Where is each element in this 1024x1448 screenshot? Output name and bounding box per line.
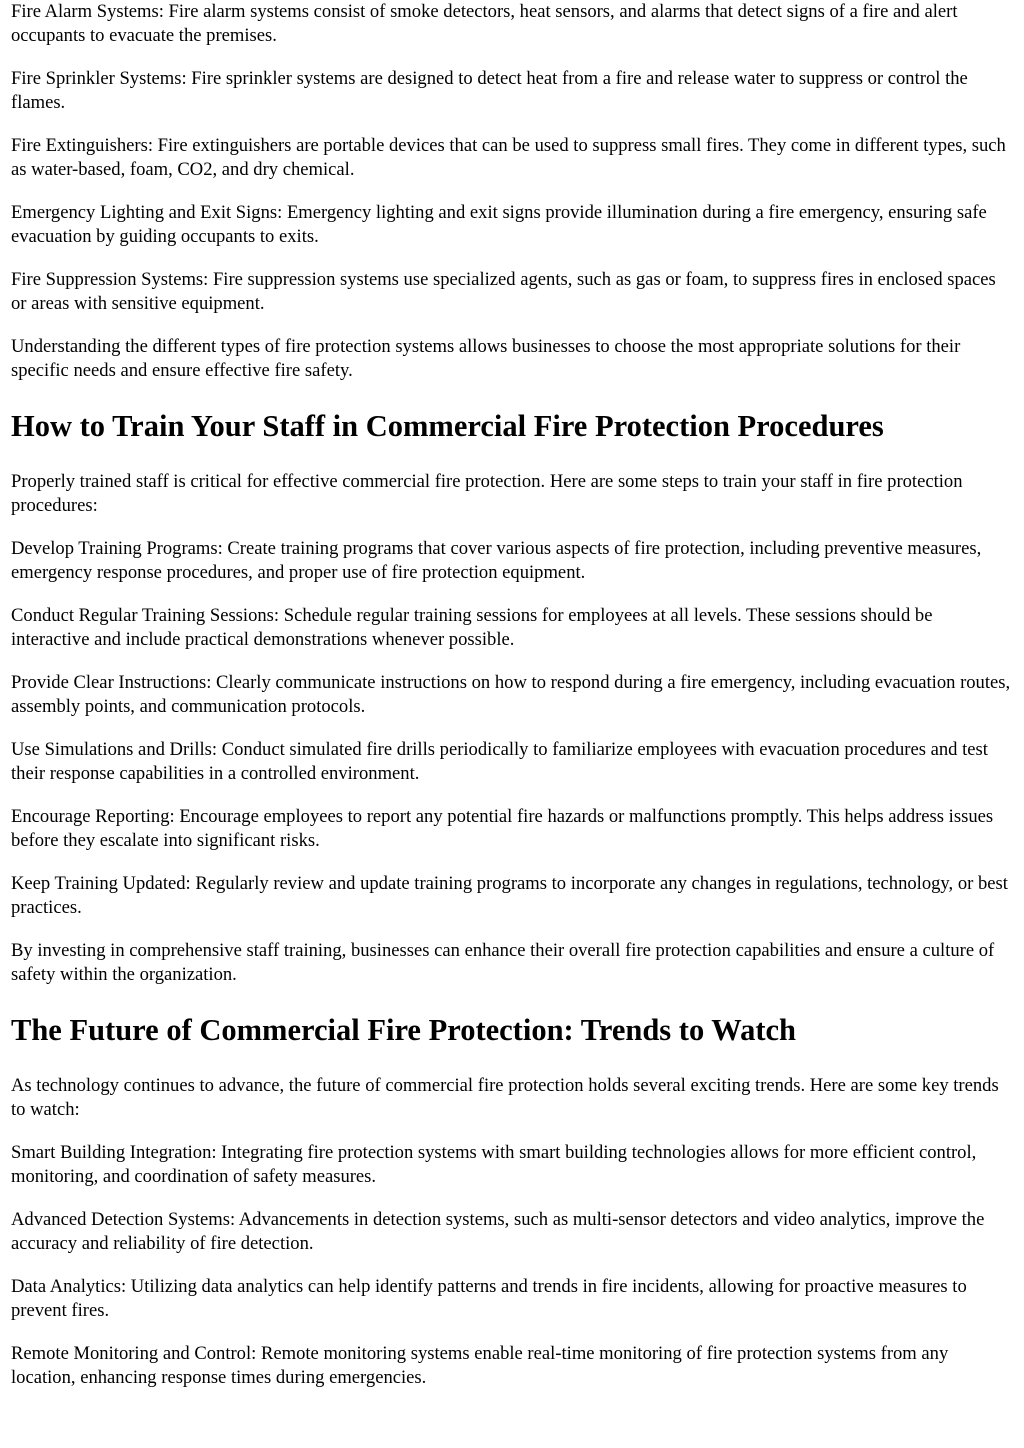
paragraph-simulations-drills: Use Simulations and Drills: Conduct simulated fire drills periodically to familiarize employees with evacuation procedures and test their response capabilities in a controlled environment. <box>11 739 988 784</box>
paragraph-trends-intro: As technology continues to advance, the future of commercial fire protection holds several exciting trends. Here are some key trends to watch: <box>11 1075 999 1120</box>
paragraph-data-analytics: Data Analytics: Utilizing data analytics can help identify patterns and trends in fire incidents, allowing for proactive measures to prevent fires. <box>11 1276 967 1321</box>
heading-staff-training: How to Train Your Staff in Commercial Fire Protection Procedures <box>11 409 884 443</box>
section-future-trends <box>11 1012 1013 1389</box>
paragraph-remote-monitoring: Remote Monitoring and Control: Remote monitoring systems enable real-time monitoring of fire protection systems from any location, enhancing response times during emergencies. <box>11 1343 949 1388</box>
paragraph-encourage-reporting: Encourage Reporting: Encourage employees to report any potential fire hazards or malfunctions promptly. This helps address issues before they escalate into significant risks. <box>11 806 994 851</box>
paragraph-fire-sprinkler-systems: Fire Sprinkler Systems: Fire sprinkler systems are designed to detect heat from a fire and release water to suppress or control the flames. <box>11 68 968 113</box>
paragraph-develop-training: Develop Training Programs: Create training programs that cover various aspects of fire protection, including preventive measures, emergency response procedures, and proper use of fire protection equipment. <box>11 538 982 583</box>
paragraph-fire-alarm-systems: Fire Alarm Systems: Fire alarm systems consist of smoke detectors, heat sensors, and alarms that detect signs of a fire and alert occupants to evacuate the premises. <box>11 1 958 46</box>
paragraph-training-intro: Properly trained staff is critical for effective commercial fire protection. Here are some steps to train your staff in fire protection procedures: <box>11 471 963 516</box>
paragraph-fire-extinguishers: Fire Extinguishers: Fire extinguishers are portable devices that can be used to suppress small fires. They come in different types, such as water-based, foam, CO2, and dry chemical. <box>11 135 1006 180</box>
section-fire-protection-types <box>11 0 1013 382</box>
paragraph-advanced-detection: Advanced Detection Systems: Advancements in detection systems, such as multi-sensor detectors and video analytics, improve the accuracy and reliability of fire detection. <box>11 1209 985 1254</box>
section-staff-training <box>11 408 1013 986</box>
paragraph-fire-suppression-systems: Fire Suppression Systems: Fire suppression systems use specialized agents, such as gas or foam, to suppress fires in enclosed spaces or areas with sensitive equipment. <box>11 269 996 314</box>
paragraph-smart-building: Smart Building Integration: Integrating fire protection systems with smart building technologies allows for more efficient control, monitoring, and coordination of safety measures. <box>11 1142 977 1187</box>
paragraph-regular-sessions: Conduct Regular Training Sessions: Schedule regular training sessions for employees at all levels. These sessions should be interactive and include practical demonstrations whenever possible. <box>11 605 933 650</box>
paragraph-keep-training-updated: Keep Training Updated: Regularly review and update training programs to incorporate any changes in regulations, technology, or best practices. <box>11 873 1008 918</box>
paragraph-emergency-lighting: Emergency Lighting and Exit Signs: Emergency lighting and exit signs provide illumination during a fire emergency, ensuring safe evacuation by guiding occupants to exits. <box>11 202 987 247</box>
paragraph-training-summary: By investing in comprehensive staff training, businesses can enhance their overall fire protection capabilities and ensure a culture of safety within the organization. <box>11 940 995 985</box>
heading-future-trends: The Future of Commercial Fire Protection: Trends to Watch <box>11 1013 796 1047</box>
paragraph-clear-instructions: Provide Clear Instructions: Clearly communicate instructions on how to respond during a fire emergency, including evacuation routes, assembly points, and communication protocols. <box>11 672 1011 717</box>
paragraph-types-summary: Understanding the different types of fire protection systems allows businesses to choose the most appropriate solutions for their specific needs and ensure effective fire safety. <box>11 336 961 381</box>
